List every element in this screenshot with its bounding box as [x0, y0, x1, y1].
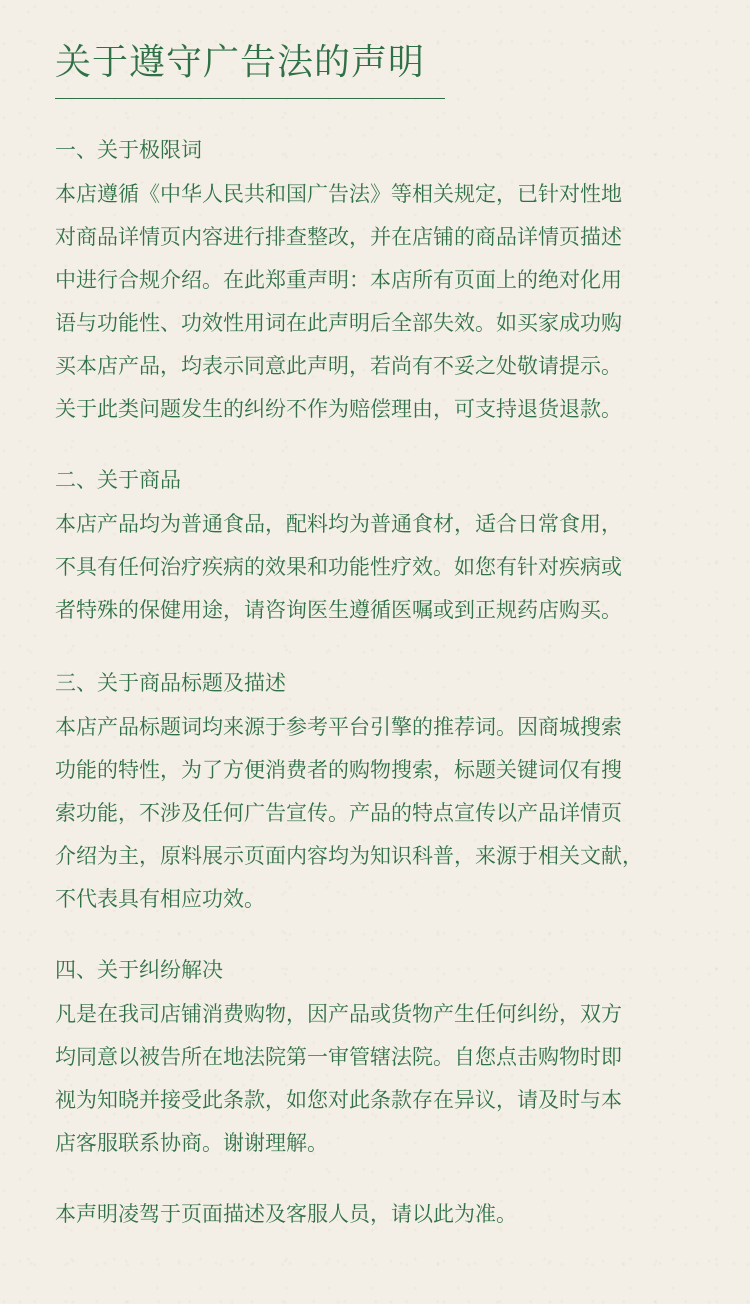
body-line: 视为知晓并接受此条款，如您对此条款存在异议，请及时与本	[55, 1088, 622, 1112]
body-line: 者特殊的保健用途，请咨询医生遵循医嘱或到正规药店购买。	[55, 598, 622, 622]
body-line: 中进行合规介绍。在此郑重声明：本店所有页面上的绝对化用	[55, 268, 622, 292]
section-body	[55, 173, 735, 431]
section-products	[55, 457, 735, 632]
body-line: 本店产品标题词均来源于参考平台引擎的推荐词。因商城搜索	[55, 715, 622, 739]
body-line: 凡是在我司店铺消费购物，因产品或货物产生任何纠纷，双方	[55, 1002, 622, 1026]
body-line: 功能的特性，为了方便消费者的购物搜索，标题关键词仅有搜	[55, 758, 622, 782]
page-title: 关于遵守广告法的声明	[55, 42, 426, 83]
body-line: 关于此类问题发生的纠纷不作为赔偿理由，可支持退货退款。	[55, 397, 622, 421]
body-line: 介绍为主，原料展示页面内容均为知识科普，来源于相关文献，	[55, 844, 643, 868]
body-line: 买本店产品，均表示同意此声明，若尚有不妥之处敬请提示。	[55, 354, 622, 378]
section-body	[55, 706, 735, 921]
section-dispute-resolution	[55, 947, 735, 1165]
section-body	[55, 993, 735, 1165]
body-line: 店客服联系协商。谢谢理解。	[55, 1131, 328, 1155]
body-line: 本店遵循《中华人民共和国广告法》等相关规定，已针对性地	[55, 182, 622, 206]
section-extreme-words	[55, 127, 735, 431]
body-line: 对商品详情页内容进行排查整改，并在店铺的商品详情页描述	[55, 225, 622, 249]
closing-text: 本声明凌驾于页面描述及客服人员，请以此为准。	[55, 1202, 517, 1226]
section-title-description	[55, 660, 735, 921]
body-line: 不代表具有相应功效。	[55, 887, 265, 911]
body-line: 不具有任何治疗疾病的效果和功能性疗效。如您有针对疾病或	[55, 555, 622, 579]
body-line: 语与功能性、功效性用词在此声明后全部失效。如买家成功购	[55, 311, 622, 335]
section-body	[55, 503, 735, 632]
section-heading: 二、关于商品	[55, 468, 181, 492]
section-heading: 一、关于极限词	[55, 138, 202, 162]
title-divider	[55, 98, 445, 99]
closing-statement	[55, 1193, 735, 1236]
body-line: 本店产品均为普通食品，配料均为普通食材，适合日常食用，	[55, 512, 622, 536]
body-line: 索功能，不涉及任何广告宣传。产品的特点宣传以产品详情页	[55, 801, 622, 825]
body-line: 均同意以被告所在地法院第一审管辖法院。自您点击购物时即	[55, 1045, 622, 1069]
section-heading: 四、关于纠纷解决	[55, 958, 223, 982]
section-heading: 三、关于商品标题及描述	[55, 671, 286, 695]
